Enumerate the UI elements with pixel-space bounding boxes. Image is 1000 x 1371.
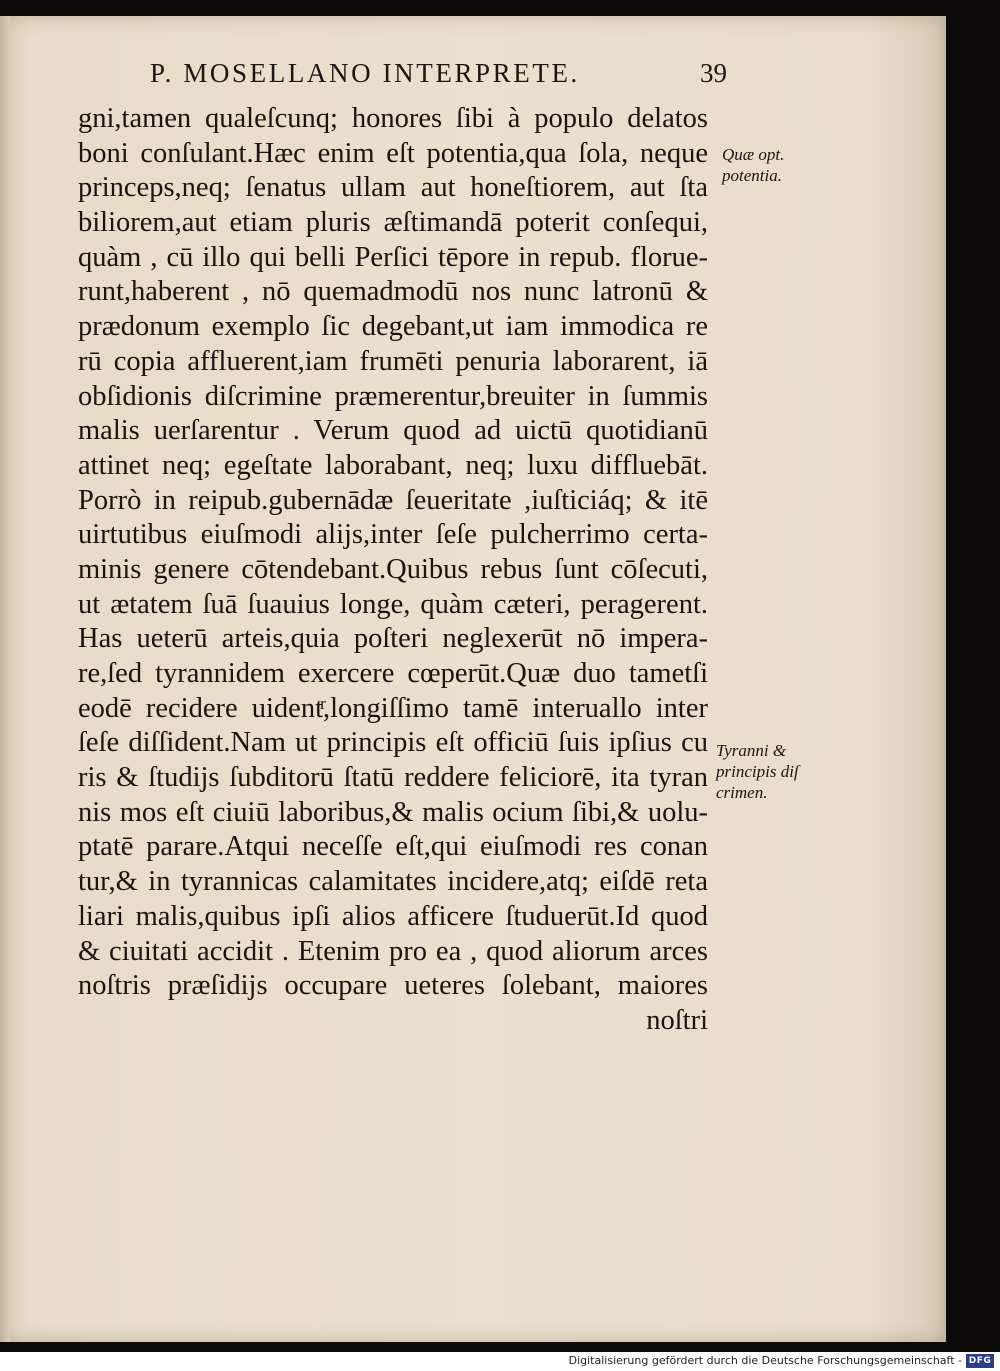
text-line: biliorem,aut etiam pluris æſtimandā poterit conſequi, [78, 207, 708, 239]
text-line: ut ætatem ſuā ſuauius longe, quàm cæteri, peragerent. [78, 588, 708, 620]
text-line: prædonum exemplo ſic degebant,ut iam immodica re [78, 311, 708, 343]
text-line: nis mos eſt ciuiū laboribus,& malis ocium ſibi,& uolu- [78, 796, 708, 828]
text-line: ris & ſtudijs ſubditorū ſtatū reddere feliciorē, ita tyran [78, 762, 708, 794]
text-line: Porrò in reipub.gubernādæ ſeueritate ,iuſticiáq; & itē [78, 484, 708, 516]
dfg-logo: DFG [966, 1354, 994, 1368]
text-line: ptatē parare.Atqui neceſſe eſt,qui eiuſmodi res conan [78, 831, 708, 863]
text-line: ſeſe diſſident.Nam ut principis eſt officiū ſuis ipſius cu [78, 727, 708, 759]
text-line: malis uerſarentur . Verum quod ad uictū quotidianū [78, 415, 708, 447]
text-line: Has ueterū arteis,quia poſteri neglexerūt nō impera- [78, 623, 708, 655]
text-line: tur,& in tyrannicas calamitates incidere,atq; eiſdē reta [78, 866, 708, 898]
marginal-note-line: Quæ opt. [722, 145, 785, 164]
text-line: obſidionis diſcrimine præmerentur,breuiter in ſummis [78, 380, 708, 412]
marginal-note-line: potentia. [722, 166, 782, 185]
text-line: liari malis,quibus ipſi alios afficere ſtuduerūt.Id quod [78, 900, 708, 932]
marginal-note-line: crimen. [716, 783, 768, 802]
text-line: noſtri [646, 1004, 708, 1036]
text-line: eodē recidere uidentͬ,longiſſimo tamē interuallo inter [78, 692, 708, 724]
text-line: uirtutibus eiuſmodi alijs,inter ſeſe pulcherrimo certa- [78, 519, 708, 551]
text-line: & ciuitati accidit . Etenim pro ea , quod aliorum arces [78, 935, 708, 967]
marginal-note-optima-potentia [722, 144, 784, 186]
text-line: boni conſulant.Hæc enim eſt potentia,qua ſola, neque [78, 137, 708, 169]
footer-bar [0, 1352, 1000, 1371]
text-line: quàm , cū illo qui belli Perſici tēpore in repub. florue- [78, 241, 708, 273]
page-gutter-edge [0, 16, 10, 1342]
funding-credit: Digitalisierung gefördert durch die Deutsche Forschungsgemeinschaft - [568, 1354, 962, 1367]
text-line: noſtris præſidijs occupare ueteres ſolebant, maiores [78, 970, 708, 1002]
text-line: attinet neq; egeſtate laborabant, neq; luxu diffluebāt. [78, 449, 708, 481]
text-line: re,ſed tyrannidem exercere cœperūt.Quæ duo tametſi [78, 658, 708, 689]
text-line: runt,haberent , nō quemadmodū nos nunc latronū & [78, 276, 708, 308]
page-number: 39 [700, 58, 727, 88]
marginal-note-line: principis diſ [716, 762, 799, 781]
text-line: princeps,neq; ſenatus ullam aut honeſtiorem, aut ſta [78, 172, 708, 204]
running-head: P. MOSELLANO INTERPRETE. [150, 58, 580, 88]
text-line: minis genere cōtendebant.Quibus rebus ſunt cōſecuti, [78, 553, 708, 585]
marginal-note-tyranni-principis [716, 740, 799, 803]
text-line: rū copia affluerent,iam frumēti penuria laborarent, iā [78, 345, 708, 377]
body-text [78, 102, 718, 1039]
text-line: gni,tamen qualeſcunq; honores ſibi à populo delatos [78, 103, 708, 134]
marginal-note-line: Tyranni & [716, 741, 787, 760]
